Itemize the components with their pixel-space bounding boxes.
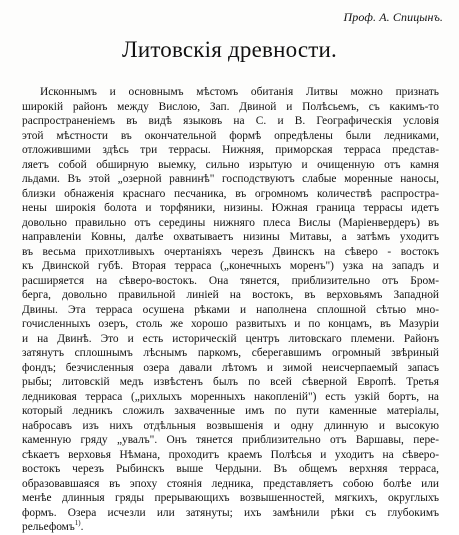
body-line	[22, 506, 439, 521]
body-line	[22, 346, 439, 361]
footnote-marker: 1)	[74, 520, 81, 528]
body-line-text: распространеніемъ въ видѣ языковъ на С. и В. Географическія условія	[22, 115, 439, 127]
body-line-text: ляетъ собой обширную выемку, сильно изрытую и очищенную отъ камня	[22, 158, 439, 171]
body-line	[22, 187, 439, 202]
body-line	[22, 491, 439, 506]
article-body	[22, 85, 439, 535]
body-line-text: этой мѣстности въ окончательной формѣ опредѣлены были ледниками,	[22, 129, 439, 142]
body-line	[22, 216, 439, 231]
body-line-text: востокъ черезъ Рыбинскъ выше Чердыни. Въ общемъ верхняя терраса,	[22, 463, 439, 475]
article-title: Литовскія древности.	[122, 37, 337, 62]
body-line	[22, 332, 439, 347]
body-line	[22, 288, 439, 303]
body-line-text: формъ. Озера исчезли или затянуты; ихъ замѣнили рѣки съ глубокимъ	[22, 506, 439, 519]
body-line-text: Двины. Эта терраса осушена рѣками и наполнена сплошной сѣтью мно-	[22, 303, 439, 316]
body-line	[22, 317, 439, 332]
body-line	[22, 143, 439, 158]
body-line	[22, 129, 439, 144]
body-line-text: льдами. Въ этой „озерной равнинѣ" господствуютъ слабые моренные наносы,	[22, 173, 439, 185]
closing-period: .	[80, 521, 84, 533]
body-line	[22, 462, 439, 477]
body-line	[22, 303, 439, 318]
body-line-text: образовавшаяся въ эпоху стоянія ледника, представляетъ собою болѣе или	[22, 477, 439, 490]
body-line-text: рельефомъ	[22, 521, 75, 533]
body-line-text: широкій районъ между Вислою, Зап. Двиной и Полѣсьемъ, съ какимъ-то	[22, 100, 439, 113]
body-line	[22, 419, 439, 434]
body-line	[22, 230, 439, 245]
body-line-text: рыбы; литовскій медъ извѣстенъ былъ по всей сѣверной Европѣ. Третья	[22, 376, 439, 388]
body-line-text: довольно правильно отъ середины нижняго плеса Вислы (Маріенвердеръ) въ	[22, 216, 439, 229]
body-line	[22, 172, 439, 187]
author-byline: Проф. А. Спицынъ.	[343, 10, 443, 24]
body-line	[22, 85, 439, 100]
body-line	[22, 375, 439, 390]
body-line	[22, 259, 439, 274]
body-line	[22, 477, 439, 492]
body-line-text: набросавъ изъ нихъ отдѣльныя возвышенія и одну длинную и высокую	[22, 419, 439, 432]
body-line-text: направленіи Ковны, далѣе охватываетъ низины Митавы, а затѣмъ уходитъ	[22, 231, 439, 243]
body-line	[22, 201, 439, 216]
body-line-text: менѣе длинныя гряды прерывающихъ возвышенностей, мягкихъ, округлыхъ	[22, 492, 439, 504]
body-line	[22, 433, 439, 448]
body-line	[22, 361, 439, 376]
body-line-text: Исконнымъ и основнымъ мѣстомъ обитанія Литвы можно признать	[40, 86, 439, 98]
body-line	[22, 114, 439, 129]
body-line-text: близки обнаженія краснаго песчаника, въ огромномъ количествѣ распростра-	[22, 187, 439, 200]
body-line-text: къ Двинской губѣ. Вторая терраса („конечныхъ моренъ") узка на западъ и	[22, 260, 439, 272]
body-line-text: гочисленныхъ озеръ, столь же хорошо развитыхъ и по концамъ, въ Мазуріи	[22, 318, 439, 330]
body-line	[22, 404, 439, 419]
body-line-text: въ весьма прихотливыхъ очертаніяхъ черезъ Двинскъ на сѣверо - востокъ	[22, 245, 439, 258]
body-line-text: нены широкія болота и торфяники, низины. Южная граница террасы идетъ	[22, 202, 439, 214]
body-line	[22, 158, 439, 173]
body-line	[22, 448, 439, 463]
body-line-text: и на Двинѣ. Это и есть историческій центръ литовскаго племени. Районъ	[22, 332, 439, 345]
body-line	[22, 100, 439, 115]
body-line-text: затянутъ сплошнымъ лѣснымъ паркомъ, сберегавшимъ огромный звѣриный	[22, 347, 439, 359]
body-line-text: берга, довольно правильной линіей на востокъ, въ верховьямъ Западной	[22, 289, 439, 301]
body-line	[22, 245, 439, 260]
body-line-text: расширяется на сѣверо-востокъ. Она тянется, приблизительно отъ Бром-	[22, 274, 439, 287]
body-line	[22, 390, 439, 405]
body-line	[22, 520, 439, 535]
body-line-text: фондъ; безчисленныя озера давали лѣтомъ и зимой неисчерпаемый запасъ	[22, 361, 439, 374]
body-line-text: каменную гряду „увалъ". Онъ тянется приблизительно отъ Варшавы, пере-	[22, 434, 439, 446]
body-line-text: сѣкаетъ верховья Нѣмана, проходитъ краемъ Полѣсья и уходитъ на сѣверо-	[22, 448, 439, 461]
body-line-text: который ледникъ сложилъ захваченные имъ по пути каменные матеріалы,	[22, 405, 439, 417]
body-line	[22, 274, 439, 289]
body-line-text: отложившими здѣсь три террасы. Нижняя, приморская терраса представ-	[22, 144, 439, 156]
body-line-text: ледниковая терраса („рихлыхъ моренныхъ накопленій") есть узкій бортъ, на	[22, 390, 439, 403]
